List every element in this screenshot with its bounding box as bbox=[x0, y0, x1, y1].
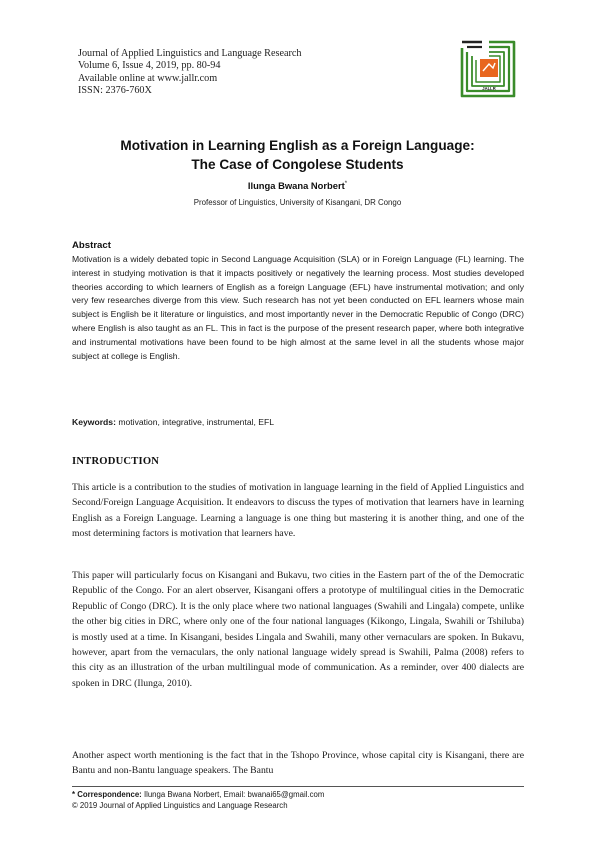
journal-header bbox=[78, 48, 302, 98]
correspondence-text: Ilunga Bwana Norbert, Email: bwanai65@gmail.com bbox=[143, 790, 325, 799]
intro-paragraph-1: This article is a contribution to the studies of motivation in language learning in the field of Applied Linguistics and Second/Foreign Language Acquisition. It endeavors to discuss the types of motivation that learners have in learning English as a Foreign Language. Learning a language is one thing but mastering it is another thing, and one of the most determining factors is motivation that learners have. bbox=[72, 482, 524, 540]
author-name: Ilunga Bwana Norbert bbox=[247, 180, 345, 191]
keywords-line bbox=[72, 417, 274, 427]
footnote-divider bbox=[72, 786, 524, 787]
jallr-logo bbox=[458, 38, 520, 100]
author-affiliation: Professor of Linguistics, University of Kisangani, DR Congo bbox=[193, 198, 402, 207]
intro-paragraph-3: Another aspect worth mentioning is the fact that in the Tshopo Province, whose capital city is Kisangani, there are Bantu and non-Bantu language speakers. The Bantu bbox=[72, 750, 524, 777]
title-line-2: The Case of Congolese Students bbox=[191, 157, 404, 172]
keywords-text: motivation, integrative, instrumental, EFL bbox=[118, 417, 275, 427]
journal-issn: ISSN: 2376-760X bbox=[78, 85, 152, 97]
author-line bbox=[0, 180, 595, 191]
title-line-1: Motivation in Learning English as a Foreign Language: bbox=[120, 138, 475, 153]
footnote bbox=[72, 790, 324, 812]
journal-name: Journal of Applied Linguistics and Language Research bbox=[78, 48, 302, 59]
abstract-text: Motivation is a widely debated topic in Second Language Acquisition (SLA) or in Foreign Language (FL) learning. The interest in studying motivation is that it impacts positively or negatively the learning process. Most studies developed theories according to which learners of English as a foreign Language (EFL) have instrumental motivation; and only very few researches diverge from this view. Such research has not yet been conducted on EFL learners whose main subject is English be it literature or linguistics, and most importantly never in the Democratic Republic of Congo (DRC) where English is also taught as an FL. This in fact is the purpose of the present research paper, where both integrative and instrumental motivations have been found to be high almost at the same level in all the students whose major subject at college is English. bbox=[72, 254, 524, 361]
abstract-heading: Abstract bbox=[72, 240, 111, 251]
introduction-heading: INTRODUCTION bbox=[72, 456, 160, 467]
author-mark: * bbox=[344, 180, 348, 187]
journal-availability: Available online at www.jallr.com bbox=[78, 72, 218, 84]
keywords-label: Keywords: bbox=[72, 417, 116, 427]
correspondence-label: * Correspondence: bbox=[72, 790, 142, 799]
intro-paragraph-2: This paper will particularly focus on Kisangani and Bukavu, two cities in the Eastern part of the of the Democratic Republic of the Congo. For an alert observer, Kisangani offers a prototype of multilingual cities in the Democratic Republic of Congo (DRC). It is the only place where two national languages (Swahili and Lingala) compete, unlike the other big cities in DRC, where only one of the four national languages (Kikongo, Lingala, Swahili or Tshiluba) is mostly used at a time. In Kisangani, besides Lingala and Swahili, many other vernaculars are spoken. In Bukavu, however, apart from the vernaculars, the only national language widely spread is Swahili, Palma (2008) refers to this city as an illustration of the urban multilingual mode of communication. As a reminder, over 400 dialects are spoken in DRC (Ilunga, 2010). bbox=[72, 570, 524, 689]
paper-title bbox=[40, 136, 555, 174]
correspondence-line bbox=[72, 790, 324, 801]
logo-text: JALLR bbox=[482, 86, 496, 91]
journal-volume: Volume 6, Issue 4, 2019, pp. 80-94 bbox=[78, 60, 221, 72]
copyright-line: © 2019 Journal of Applied Linguistics and Language Research bbox=[72, 800, 288, 810]
